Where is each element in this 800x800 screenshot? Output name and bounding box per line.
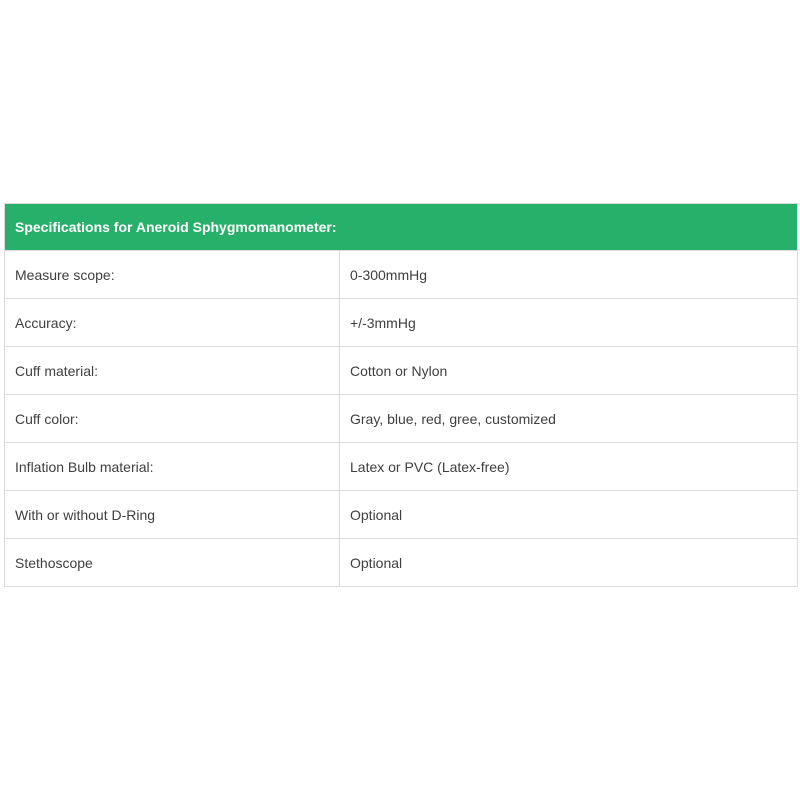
spec-label: Accuracy: <box>5 299 340 347</box>
table-row <box>5 539 798 587</box>
table-row <box>5 395 798 443</box>
spec-value: 0-300mmHg <box>340 251 798 299</box>
spec-value: +/-3mmHg <box>340 299 798 347</box>
spec-label: Measure scope: <box>5 251 340 299</box>
spec-label: Cuff material: <box>5 347 340 395</box>
spec-label: With or without D-Ring <box>5 491 340 539</box>
spec-value: Optional <box>340 539 798 587</box>
spec-label: Stethoscope <box>5 539 340 587</box>
spec-value: Gray, blue, red, gree, customized <box>340 395 798 443</box>
table-title: Specifications for Aneroid Sphygmomanometer: <box>5 204 798 251</box>
table-row <box>5 251 798 299</box>
spec-value: Optional <box>340 491 798 539</box>
table-row <box>5 491 798 539</box>
specifications-table <box>4 203 798 587</box>
spec-label: Inflation Bulb material: <box>5 443 340 491</box>
spec-label: Cuff color: <box>5 395 340 443</box>
spec-value: Cotton or Nylon <box>340 347 798 395</box>
spec-value: Latex or PVC (Latex-free) <box>340 443 798 491</box>
table-row <box>5 347 798 395</box>
table-row <box>5 299 798 347</box>
table-row <box>5 443 798 491</box>
table-header-row <box>5 204 798 251</box>
